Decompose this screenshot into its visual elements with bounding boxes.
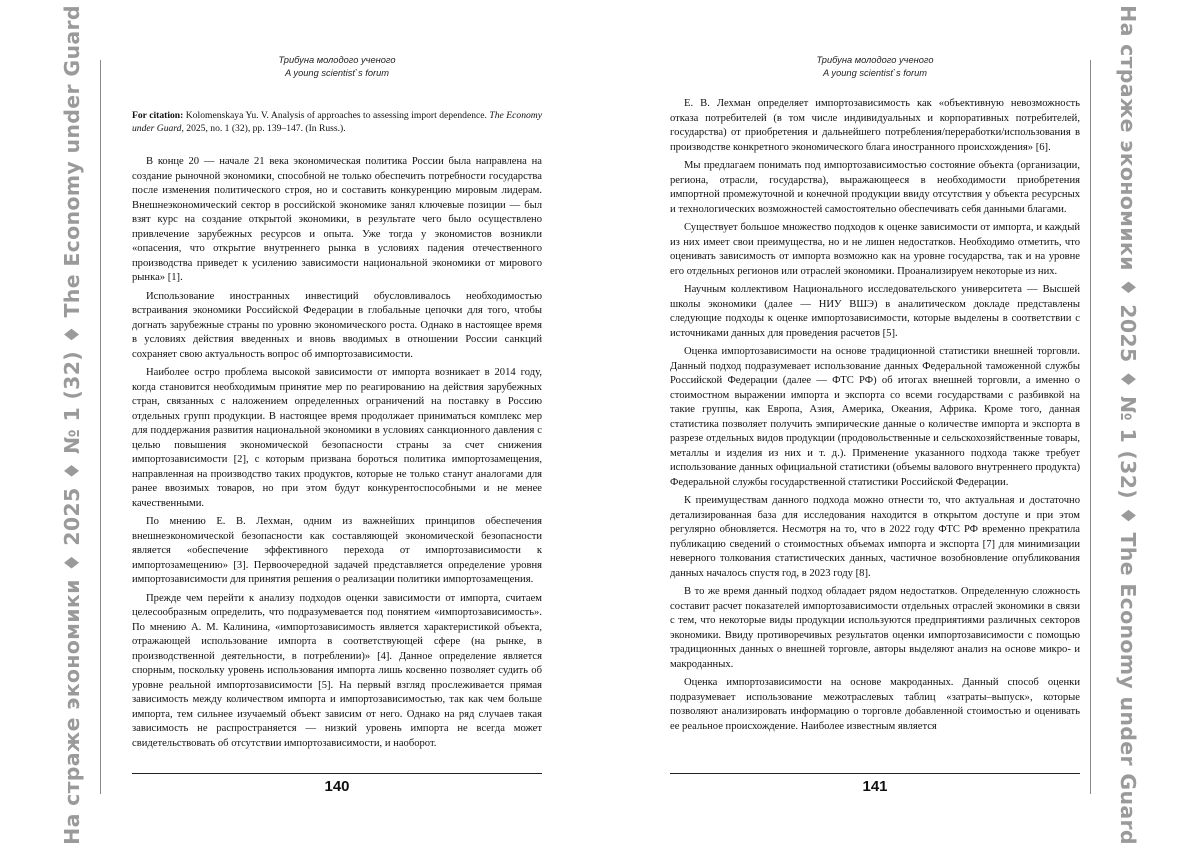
paragraph: Оценка импортозависимости на основе макроданных. Данный способ оценки подразумевает использование межотраслевых таблиц «затраты–выпуск», которые позволяют анализировать информацию о торговле добавленной стоимостью и оценивать ее реальное происхождение. Наиболее известным является	[670, 677, 1080, 732]
paragraph: Прежде чем перейти к анализу подходов оценки зависимости от импорта, считаем целесообразным определить, что подразумевается под понятием «импортозависимость». По мнению А. М. Калинина, «импортозависимость является характеристикой объекта, отражающей использование импорта в соответствующей сфере (на рынке, в производственной деятельности, в потреблении)» [4]. Данное определение является спорным, поскольку уровень использования импорта лишь косвенно позволяет судить об уровне реальной импортозависимости [5]. На первый взгляд прослеживается прямая зависимость между количеством импорта и импортозависимостью, так как чем больше импорта, тем сильнее изучаемый объект зависим от него. Однако на ряд случаев такая зависимость не распространяется — низкий уровень импорта не всегда может свидетельствовать об отсутствии импортозависимости, и наоборот.	[132, 592, 542, 749]
paragraph: Мы предлагаем понимать под импортозависимостью состояние объекта (организации, региона, отрасли, государства), выражающееся в необходимости приобретения импортной промежуточной и конечной продукции ввиду отсутствия у объекта ресурсных и технологических возможностей самостоятельно обеспечивать себя данными благами.	[670, 160, 1080, 215]
spine-title: На страже экономики ♦ 2025 ♦ № 1 (32) ♦ The Economy under Guard	[60, 5, 85, 845]
paragraph: Е. В. Лехман определяет импортозависимость как «объективную невозможность отказа потребителей (в том числе индивидуальных и корпоративных потребителей, государства) от приобретения и дальнейшего потребления/переработки/использования в производстве конкретного экономического блага иностранного происхождения» [6].	[670, 98, 1080, 153]
left-spine-divider	[100, 60, 101, 794]
paragraph: Наиболее остро проблема высокой зависимости от импорта возникает в 2014 году, когда становится необходимым принятие мер по реагированию на действия зарубежных стран, связанных с наложением определенных ограничений на поставку в Россию отдельных групп продукции. В настоящее время продолжает приниматься комплекс мер для поддержания развития национальной экономики в условиях санкционного давления с целью повышения экономической безопасности страны за счет снижения импортозависимости [2], с которым призвана бороться политика импортозамещения, направленная на производство таких продуктов, которые не только станут аналогами для ранее ввозимых товаров, но при этом будут конкурентоспособными и не менее качественными.	[132, 367, 542, 509]
paragraph: Научным коллективом Национального исследовательского университета — Высшей школы экономики (далее — НИУ ВШЭ) в аналитическом докладе представлены следующие подходы к оценке импортозависимости, которые выделены в соответствии с источниками данных для проведения расчетов [5].	[670, 284, 1080, 339]
footer-rule	[670, 773, 1080, 774]
citation	[132, 110, 542, 135]
paragraph: Оценка импортозависимости на основе традиционной статистики внешней торговли. Данный подход подразумевает использование данных Федеральной таможенной службы Российской Федерации (далее — ФТС РФ) об итогах внешней торговли, а именно о стоимостном выражении импорта и экспорта со всеми государствами с разбивкой на такие группы, как Европа, Азия, Америка, Океания, Африка. Кроме того, данная статистика позволяет получить эмпирические данные о количестве импорта и экспорта в разрезе отдельных видов продукции (продовольственные и сельскохозяйственные товары, металлы и изделия из них и т. д.). Применение указанного подхода также требует использование данных официальной статистики (объемы валового внутреннего продукта) Федеральной службы государственной статистики Российской Федерации.	[670, 346, 1080, 488]
spine-title: На страже экономики ♦ 2025 ♦ № 1 (32) ♦ The Economy under Guard	[1116, 5, 1141, 845]
right-spine	[1108, 5, 1148, 845]
left-body-text	[132, 110, 542, 755]
right-spine-divider	[1090, 60, 1091, 794]
paragraph: В то же время данный подход обладает рядом недостатков. Определенную сложность составит расчет показателей импортозависимости отдельных отраслей экономики в связи с тем, что некоторые виды продукции используются предприятиями различных секторов экономики. Ввиду противоречивых результатов оценки импортозависимости с помощью традиционных данных о внешней торговле, авторы выделяют анализ на основе микро- и макроданных.	[670, 586, 1080, 670]
page-number: 141	[862, 778, 888, 795]
paragraph: Существует большое множество подходов к оценке зависимости от импорта, и каждый из них имеет свои преимущества, но и не лишен недостатков. Необходимо отметить, что оценивать зависимость от импорта возможно как на уровне государства, так и на уровне его отдельных регионов или отраслей экономики. Проанализируем некоторые из них.	[670, 222, 1080, 277]
citation-journal: The Economy under Guard,	[132, 110, 542, 134]
paragraph: В конце 20 — начале 21 века экономическая политика России была направлена на создание рыночной экономики, способной не только обеспечить потребности государства после изменения политического строя, но и составить конкуренцию мировым лидерам. Внешнеэкономический сектор в российской экономике занял ключевые позиции — был взят курс на создание открытой экономики, в результате чего было осуществлено привлечение зарубежных ресурсов и опыта. Уже тогда у экономистов возникли «опасения, что открытие внутреннего рынка в условиях падения отечественного производства приведет к усилению зависимости национальной экономики от мирового рынка» [1].	[132, 156, 542, 283]
running-header-ru: Трибуна молодого ученого	[278, 55, 396, 65]
page-number: 140	[324, 778, 350, 795]
right-body-text	[670, 97, 1080, 738]
citation-text: Kolomenskaya Yu. V. Analysis of approaches to assessing import dependence.	[183, 110, 490, 121]
running-header	[132, 54, 542, 80]
running-header	[670, 54, 1080, 80]
left-spine	[52, 5, 92, 845]
footer-rule	[132, 773, 542, 774]
paragraph: По мнению Е. В. Лехман, одним из важнейших принципов обеспечения внешнеэкономической безопасности как составляющей экономической безопасности является «обеспечение эффективного перехода от импортозависимости к импортозамещению» [3]. Первоочередной задачей представляется определение уровня импортозависимости для принятия решения о реализации политики импортозамещения.	[132, 516, 542, 585]
running-header-en: A young scientist`s forum	[822, 68, 928, 78]
running-header-en: A young scientist`s forum	[284, 68, 390, 78]
paragraph: К преимуществам данного подхода можно отнести то, что актуальная и достаточно детализированная база для исследования находится в открытом доступе и при этом регулярно обновляется. Несмотря на то, что в 2022 году ФТС РФ временно прекратила публикацию сведений о стоимостных объемах импорта и экспорта [7] для минимизации неверного толкования статистических данных, частичное возобновление опубликования данных началось спустя год, в 2023 году [8].	[670, 495, 1080, 579]
running-header-ru: Трибуна молодого ученого	[816, 55, 934, 65]
paragraph: Использование иностранных инвестиций обусловливалось необходимостью встраивания экономики Российской Федерации в глобальные цепочки для того, чтобы догнать зарубежные страны по уровню экономического роста. Однако в настоящее время в условиях действия введенных и вновь вводимых в отношении России санкций сохраняет свою актуальность вопрос об импортозависимости.	[132, 290, 542, 360]
right-page	[600, 0, 1200, 849]
citation-details: 2025, no. 1 (32), pp. 139–147. (In Russ.).	[183, 122, 346, 134]
citation-label: For citation:	[132, 110, 184, 121]
